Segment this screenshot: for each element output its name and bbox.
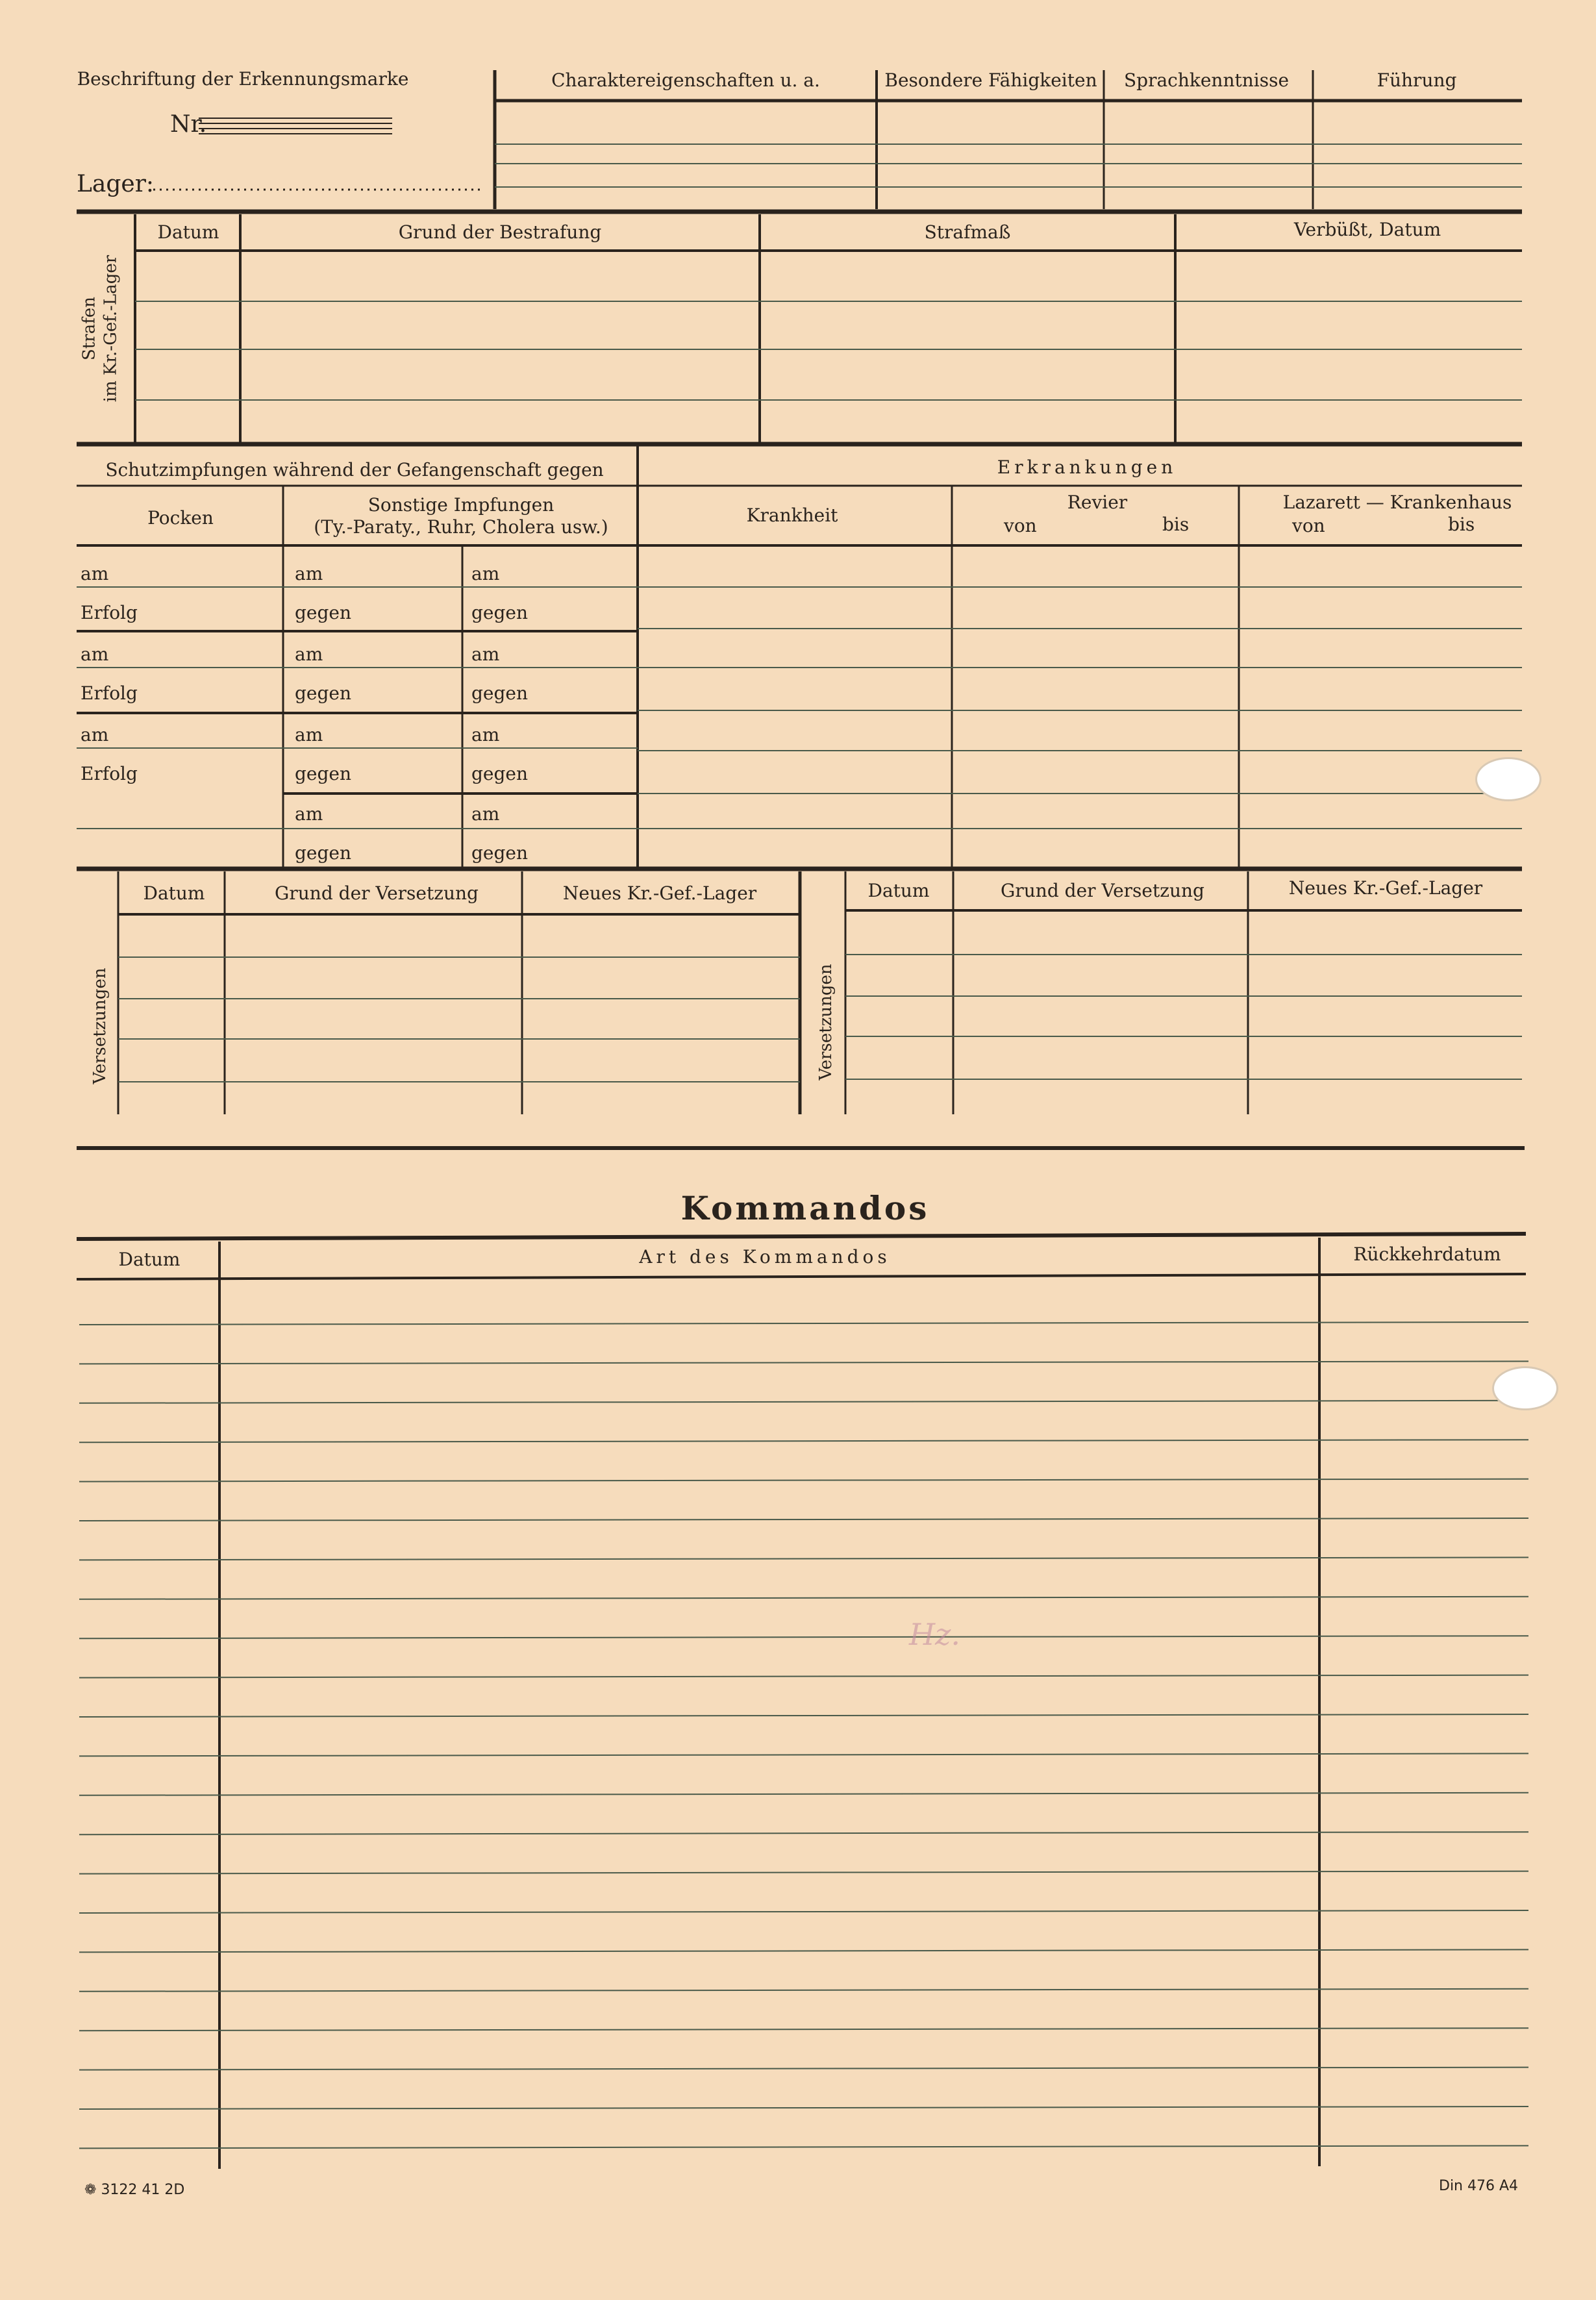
strafen-col-grund: Grund der Bestrafung bbox=[398, 221, 602, 243]
pocken-erfolg-3: Erfolg bbox=[81, 763, 138, 784]
header-faehigkeiten: Besondere Fähigkeiten bbox=[884, 69, 1097, 91]
kommandos-row-rule bbox=[79, 1401, 1528, 1403]
strafen-col-strafmass: Strafmaß bbox=[924, 221, 1011, 243]
header-charakter: Charaktereigenschaften u. a. bbox=[551, 69, 820, 91]
sonstige-b-am-3: am bbox=[471, 724, 500, 745]
kommandos-row-rule bbox=[79, 1832, 1528, 1834]
sonstige-b-gegen-2: gegen bbox=[471, 682, 529, 704]
versetzungen-left-side-label: Versetzungen bbox=[90, 968, 110, 1084]
erkrankungen-krankheit: Krankheit bbox=[746, 505, 838, 526]
impfungen-sonstige-line2: (Ty.-Paraty., Ruhr, Cholera usw.) bbox=[314, 516, 608, 538]
versetzungen-left-col-datum: Datum bbox=[143, 882, 205, 904]
sonstige-a-am-4: am bbox=[295, 803, 323, 825]
sonstige-b-am-4: am bbox=[471, 803, 500, 825]
pocken-erfolg-1: Erfolg bbox=[81, 602, 138, 623]
versetzungen-right-col-grund: Grund der Versetzung bbox=[1001, 880, 1204, 901]
punch-hole-lower bbox=[1492, 1366, 1558, 1410]
kommandos-row-rule bbox=[79, 1871, 1528, 1874]
kommandos-row-rule bbox=[79, 1949, 1528, 1952]
strafen-side-label bbox=[79, 255, 121, 402]
kommandos-title: Kommandos bbox=[680, 1189, 930, 1227]
strafen-col-verbuesst: Verbüßt, Datum bbox=[1293, 219, 1441, 240]
kommandos-col-datum: Datum bbox=[118, 1249, 181, 1270]
marke-label: Beschriftung der Erkennungsmarke bbox=[77, 68, 409, 90]
erkrankungen-title: Erkrankungen bbox=[997, 456, 1177, 478]
pocken-erfolg-2: Erfolg bbox=[81, 682, 138, 704]
versetzungen-left-col-grund: Grund der Versetzung bbox=[275, 882, 479, 904]
kommandos-top-rule bbox=[77, 1234, 1526, 1239]
kommandos-row-rule bbox=[79, 1440, 1528, 1442]
footer-right-code: Din 476 A4 bbox=[1439, 2178, 1519, 2194]
erkrankungen-lazarett: Lazarett — Krankenhaus bbox=[1282, 492, 1512, 513]
impfungen-title: Schutzimpfungen während der Gefangenschaft gegen bbox=[105, 459, 604, 481]
sonstige-b-gegen-1: gegen bbox=[471, 602, 529, 623]
kommandos-row-rule bbox=[79, 1753, 1528, 1756]
lager-label: Lager: bbox=[77, 171, 155, 197]
printer-mark-icon: ❁ bbox=[84, 2182, 97, 2198]
sonstige-a-am-3: am bbox=[295, 724, 323, 745]
kommandos-row-rule bbox=[79, 2106, 1528, 2109]
kommandos-header-rule bbox=[77, 1274, 1526, 1279]
impfungen-pocken: Pocken bbox=[147, 507, 214, 529]
kommandos-row-rule bbox=[79, 2068, 1528, 2070]
kommandos-row-rule bbox=[79, 1714, 1528, 1717]
strafen-side-label-line1: Strafen bbox=[79, 297, 99, 360]
lazarett-von: von bbox=[1292, 515, 1325, 536]
handwritten-mark: Hz. bbox=[909, 1617, 960, 1652]
header-sprachen: Sprachkenntnisse bbox=[1123, 69, 1290, 91]
sonstige-a-gegen-4: gegen bbox=[295, 842, 352, 864]
strafen-col-datum: Datum bbox=[157, 221, 219, 243]
revier-bis: bis bbox=[1162, 514, 1190, 535]
versetzungen-left-col-lager: Neues Kr.-Gef.-Lager bbox=[562, 882, 757, 904]
erkrankungen-revier: Revier bbox=[1067, 492, 1128, 513]
kommandos-row-rule bbox=[79, 1479, 1528, 1482]
nr-label: Nr. bbox=[170, 111, 207, 138]
versetzungen-right-col-datum: Datum bbox=[867, 880, 930, 901]
kommandos-row-rule bbox=[79, 1597, 1528, 1599]
strafen-side-label-line2: im Kr.-Gef.-Lager bbox=[101, 255, 120, 403]
kommandos-row-rule bbox=[79, 1989, 1528, 1992]
kommandos-row-rule bbox=[79, 1636, 1528, 1638]
sonstige-a-gegen-3: gegen bbox=[295, 763, 352, 784]
kommandos-row-rule bbox=[79, 1322, 1528, 1325]
versetzungen-right-col-lager: Neues Kr.-Gef.-Lager bbox=[1288, 877, 1483, 899]
lazarett-bis: bis bbox=[1448, 514, 1475, 535]
footer-left-code-text: 3122 41 2D bbox=[101, 2182, 185, 2198]
sonstige-b-am-2: am bbox=[471, 644, 500, 665]
sonstige-a-am-1: am bbox=[295, 563, 323, 584]
kommandos-row-rule bbox=[79, 1361, 1528, 1364]
kommandos-row-rule bbox=[79, 1557, 1528, 1560]
kommandos-col-rueckkehr: Rückkehrdatum bbox=[1353, 1244, 1501, 1265]
kommandos-row-rule bbox=[79, 1518, 1528, 1521]
versetzungen-right-side-label: Versetzungen bbox=[816, 964, 836, 1081]
sonstige-b-gegen-4: gegen bbox=[471, 842, 529, 864]
kommandos-row-rule bbox=[79, 1675, 1528, 1678]
kommandos-row-rule bbox=[79, 1793, 1528, 1795]
header-fuehrung: Führung bbox=[1377, 69, 1457, 91]
impfungen-sonstige-line1: Sonstige Impfungen bbox=[368, 494, 555, 516]
sonstige-a-gegen-2: gegen bbox=[295, 682, 352, 704]
pocken-am-2: am bbox=[81, 644, 109, 665]
kommandos-row-rule bbox=[79, 1910, 1528, 1913]
pocken-am-3: am bbox=[81, 724, 109, 745]
sonstige-a-gegen-1: gegen bbox=[295, 602, 352, 623]
pocken-am-1: am bbox=[81, 563, 109, 584]
punch-hole-upper bbox=[1475, 757, 1541, 801]
sonstige-b-am-1: am bbox=[471, 563, 500, 584]
revier-von: von bbox=[1004, 515, 1037, 536]
kommandos-row-rule bbox=[79, 2028, 1528, 2031]
footer-left-code bbox=[84, 2183, 184, 2197]
sonstige-a-am-2: am bbox=[295, 644, 323, 665]
sonstige-b-gegen-3: gegen bbox=[471, 763, 529, 784]
kommandos-row-rule bbox=[79, 2145, 1528, 2148]
kommandos-col-art: Art des Kommandos bbox=[639, 1246, 891, 1268]
